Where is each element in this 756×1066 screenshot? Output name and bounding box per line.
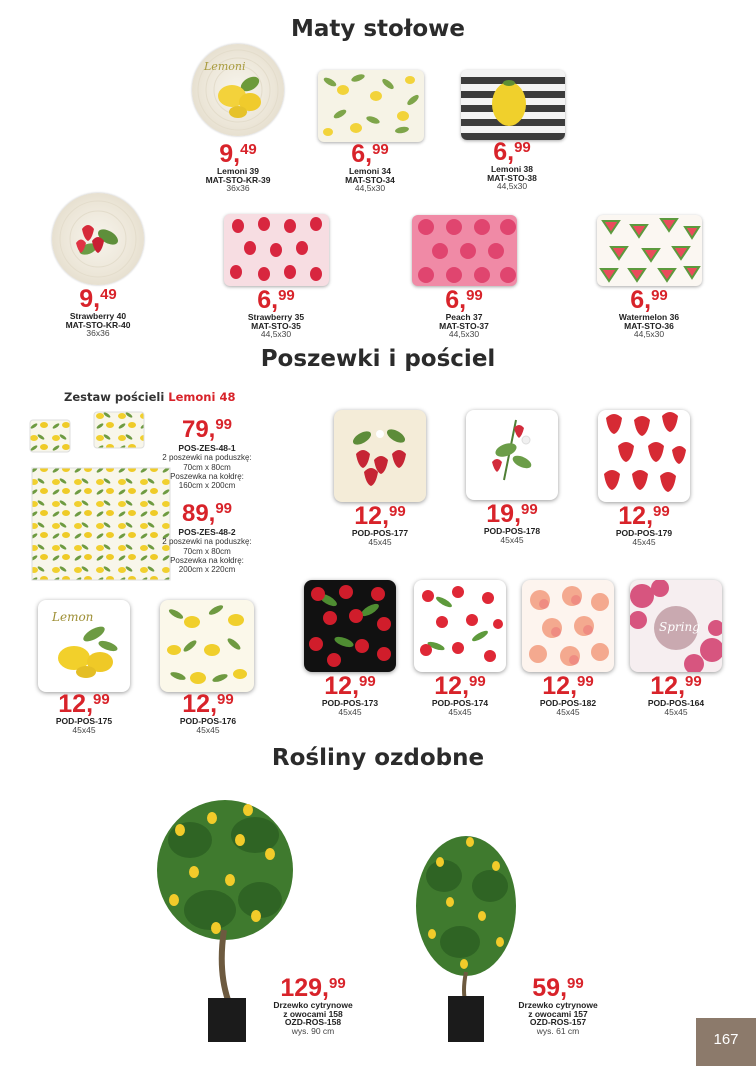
price-integer: 12,	[182, 690, 218, 718]
price	[472, 140, 552, 165]
price-integer: 9,	[219, 140, 241, 168]
price-block	[506, 976, 610, 1035]
price	[310, 674, 390, 699]
product-name: Lemoni 38	[490, 164, 534, 174]
price-integer: 59,	[532, 974, 568, 1002]
bedding-variant-1	[162, 416, 252, 490]
product-name: z owocami 157	[528, 1008, 588, 1019]
price-decimal: 99	[514, 139, 531, 156]
price-integer: 6,	[493, 138, 515, 166]
product-size: 45x45	[338, 706, 362, 717]
price-integer: 79,	[181, 416, 216, 443]
pillow-image-label: Lemon	[52, 610, 94, 624]
price	[528, 674, 608, 699]
price-block	[424, 288, 504, 339]
price-block	[310, 674, 390, 716]
price	[420, 674, 500, 699]
product-size: 36x36	[86, 328, 110, 338]
price-integer: 12,	[354, 502, 390, 530]
price-decimal: 99	[685, 673, 702, 690]
placemat-image	[461, 70, 565, 140]
price	[506, 976, 610, 1001]
price	[198, 142, 278, 167]
pillow-image	[630, 580, 722, 672]
price-block	[636, 674, 716, 716]
pillow-image	[160, 600, 254, 692]
placemat-image	[318, 70, 424, 142]
price-decimal: 99	[469, 673, 486, 690]
pillow-image	[38, 600, 130, 692]
product-name: Drzewko cytrynowe	[518, 1000, 598, 1010]
price-integer: 12,	[618, 502, 654, 530]
product-code: POD-POS-174	[431, 698, 489, 708]
price-decimal: 99	[93, 691, 110, 708]
price-decimal: 99	[215, 416, 233, 433]
price-block	[330, 142, 410, 193]
price-decimal: 99	[577, 673, 594, 690]
product-size: 36x36	[226, 183, 250, 193]
pillow-image	[414, 580, 506, 672]
section-title-plants: Rośliny ozdobne	[271, 745, 485, 771]
pillow-image-label: Spring	[659, 620, 700, 634]
price	[44, 692, 124, 717]
pillow-image	[334, 410, 426, 502]
product-name: Lemoni 39	[216, 166, 260, 176]
price-block	[236, 288, 316, 339]
price-integer: 12,	[542, 672, 578, 700]
price-decimal: 99	[389, 503, 406, 520]
price-decimal: 99	[466, 287, 483, 304]
product-code: MAT-STO-37	[439, 320, 489, 331]
variant-desc: 2 poszewki na poduszkę:	[162, 537, 252, 547]
product-code: MAT-STO-36	[624, 320, 674, 331]
placemat-image	[597, 215, 702, 286]
price-block	[44, 692, 124, 734]
placemat-image-label: Lemoni	[204, 60, 246, 73]
product-code: POD-POS-176	[179, 716, 237, 726]
product-code: POD-POS-182	[539, 698, 597, 708]
bedding-set-title	[64, 390, 235, 404]
product-size: 44,5x30	[260, 329, 292, 339]
price-decimal: 99	[372, 141, 389, 158]
product-size: 45x45	[368, 536, 392, 547]
product-size: 44,5x30	[448, 329, 480, 339]
price-decimal: 99	[328, 975, 346, 992]
bedding-set-image	[28, 410, 174, 582]
product-code: POD-POS-178	[483, 526, 541, 536]
product-name: Lemoni 34	[348, 166, 392, 176]
price-block	[168, 692, 248, 734]
price	[258, 976, 368, 1001]
price-integer: 6,	[445, 286, 467, 314]
product-code: OZD-ROS-157	[529, 1017, 587, 1027]
product-size: 44,5x30	[633, 329, 665, 339]
product-name: z owocami 158	[283, 1008, 343, 1019]
placemat-image	[412, 215, 517, 286]
price-integer: 129,	[280, 974, 329, 1002]
price-block	[472, 502, 552, 544]
product-code: OZD-ROS-158	[284, 1017, 342, 1027]
price-block	[604, 504, 684, 546]
product-size: 44,5x30	[354, 183, 386, 193]
product-name: Strawberry 35	[247, 312, 305, 322]
product-size: 45x45	[632, 536, 656, 547]
price-block	[58, 287, 138, 338]
price-decimal: 99	[521, 501, 538, 518]
variant-desc: 200cm x 220cm	[178, 564, 236, 574]
product-code: POD-POS-164	[647, 698, 705, 708]
product-size: 45x45	[448, 706, 472, 717]
price-block	[258, 976, 368, 1035]
placemat-image	[52, 193, 144, 285]
price-integer: 6,	[351, 140, 373, 168]
price-block	[340, 504, 420, 546]
price-integer: 9,	[79, 285, 101, 313]
pillow-image	[598, 410, 690, 502]
price-integer: 89,	[181, 500, 216, 527]
product-size: 45x45	[196, 724, 220, 735]
product-name: Peach 37	[445, 312, 483, 322]
placemat-image	[192, 44, 284, 136]
price-block	[528, 674, 608, 716]
price-block	[420, 674, 500, 716]
bedding-set-title-prefix: Zestaw pościeli	[64, 390, 169, 404]
variant-desc: 160cm x 200cm	[178, 480, 236, 490]
price-integer: 6,	[630, 286, 652, 314]
page-number: 167	[696, 1018, 756, 1066]
price	[162, 500, 252, 528]
variant-desc: 70cm x 80cm	[183, 462, 231, 472]
product-code: MAT-STO-34	[345, 174, 395, 185]
price	[340, 504, 420, 529]
bedding-set-title-highlight: Lemoni 48	[168, 390, 236, 404]
product-code: MAT-STO-38	[487, 172, 537, 183]
product-code: POD-POS-177	[351, 528, 409, 538]
bedding-variant-2	[162, 500, 252, 574]
price-decimal: 99	[359, 673, 376, 690]
product-name: Drzewko cytrynowe	[273, 1000, 353, 1010]
price-decimal: 49	[100, 286, 117, 303]
price-decimal: 99	[653, 503, 670, 520]
product-code: POS-ZES-48-2	[178, 526, 236, 537]
pillow-image	[304, 580, 396, 672]
price-block	[472, 140, 552, 191]
section-title-placemats: Maty stołowe	[290, 16, 466, 42]
price	[636, 674, 716, 699]
product-code: POD-POS-175	[55, 716, 113, 726]
product-name: Strawberry 40	[69, 311, 127, 321]
variant-desc: 2 poszewki na poduszkę:	[162, 453, 252, 463]
price-integer: 12,	[324, 672, 360, 700]
product-code: MAT-STO-KR-39	[205, 174, 271, 185]
product-name: Watermelon 36	[618, 312, 680, 322]
price	[162, 416, 252, 444]
price	[330, 142, 410, 167]
price	[604, 504, 684, 529]
price	[424, 288, 504, 313]
price	[58, 287, 138, 312]
price	[609, 288, 689, 313]
price	[168, 692, 248, 717]
product-size: wys. 61 cm	[536, 1025, 580, 1036]
price-decimal: 99	[651, 287, 668, 304]
price-integer: 12,	[58, 690, 94, 718]
price-decimal: 99	[278, 287, 295, 304]
variant-desc: Poszewka na kołdrę:	[170, 555, 244, 565]
section-title-pillows: Poszewki i pościel	[260, 346, 496, 372]
product-code: MAT-STO-35	[251, 320, 301, 331]
price	[472, 502, 552, 527]
pillow-image	[466, 410, 558, 500]
price-decimal: 49	[240, 141, 257, 158]
product-size: 45x45	[664, 706, 688, 717]
price-decimal: 99	[217, 691, 234, 708]
product-code: MAT-STO-KR-40	[65, 319, 131, 330]
product-size: 45x45	[72, 724, 96, 735]
price-block	[198, 142, 278, 193]
price-integer: 12,	[650, 672, 686, 700]
product-code: POS-ZES-48-1	[178, 442, 236, 453]
price-integer: 19,	[486, 500, 522, 528]
product-size: 45x45	[500, 534, 524, 545]
pillow-image	[522, 580, 614, 672]
variant-desc: 70cm x 80cm	[183, 546, 231, 556]
price-block	[609, 288, 689, 339]
product-size: wys. 90 cm	[291, 1025, 335, 1036]
price-decimal: 99	[567, 975, 584, 992]
variant-desc: Poszewka na kołdrę:	[170, 471, 244, 481]
product-size: 45x45	[556, 706, 580, 717]
product-size: 44,5x30	[496, 181, 528, 191]
price-integer: 6,	[257, 286, 279, 314]
product-code: POD-POS-173	[321, 698, 379, 708]
price	[236, 288, 316, 313]
placemat-image	[224, 214, 329, 286]
price-integer: 12,	[434, 672, 470, 700]
product-code: POD-POS-179	[615, 528, 673, 538]
price-decimal: 99	[215, 500, 233, 517]
